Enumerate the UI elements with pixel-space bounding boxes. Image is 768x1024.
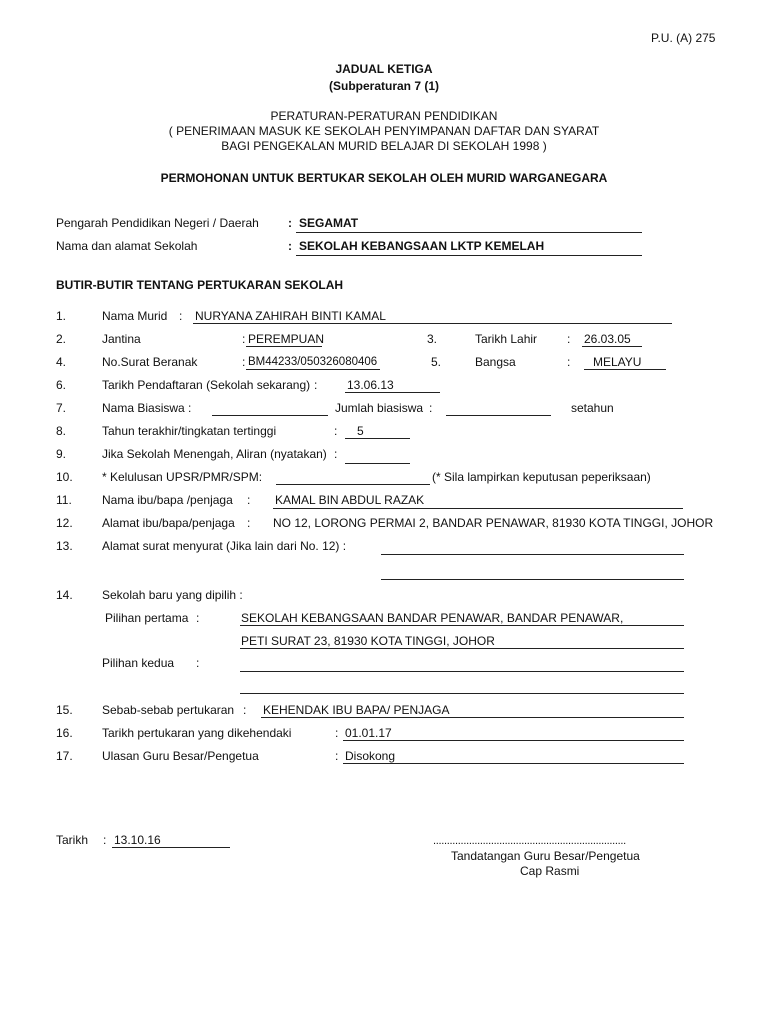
item-number: 7. xyxy=(56,401,67,415)
nama-murid-value: NURYANA ZAHIRAH BINTI KAMAL xyxy=(195,309,386,323)
tarikh-daftar-underline xyxy=(345,392,440,393)
sebab-underline xyxy=(261,717,684,718)
surat-beranak-value: BM44233/050326080406 xyxy=(248,356,378,368)
tarikh-underline xyxy=(112,847,230,848)
surat-menyurat-field-2[interactable] xyxy=(381,579,684,580)
colon: : xyxy=(288,216,292,230)
alamat-value: NO 12, LORONG PERMAI 2, BANDAR PENAWAR, 81930 KOTA TINGGI, JOHOR xyxy=(273,516,714,530)
item-number: 9. xyxy=(56,447,67,461)
bangsa-label: Bangsa xyxy=(475,355,516,369)
signature-dots: ...................................................................... xyxy=(433,835,626,847)
sekolah-underline xyxy=(296,255,642,256)
aliran-field[interactable] xyxy=(345,463,410,464)
surat-menyurat-field-1[interactable] xyxy=(381,554,684,555)
regulation-line-3: BAGI PENGEKALAN MURID BELAJAR DI SEKOLAH 1998 ) xyxy=(221,139,547,153)
page-reference: P.U. (A) 275 xyxy=(651,31,716,45)
item-number: 1. xyxy=(56,309,67,323)
nama-murid-underline xyxy=(193,323,672,324)
item-number: 12. xyxy=(56,516,73,530)
tarikh-tukar-value: 01.01.17 xyxy=(345,726,392,740)
item-number: 16. xyxy=(56,726,73,740)
pilihan-kedua-field-2[interactable] xyxy=(240,693,684,694)
kelulusan-field[interactable] xyxy=(276,484,430,485)
bangsa-underline xyxy=(584,369,666,370)
item-number: 3. xyxy=(427,332,438,346)
ibubapa-label: Nama ibu/bapa /penjaga xyxy=(102,493,233,507)
item-number: 11. xyxy=(56,493,72,507)
tarikh-label: Tarikh xyxy=(56,833,89,847)
alamat-label: Alamat ibu/bapa/penjaga xyxy=(102,516,235,530)
tarikh-daftar-value: 13.06.13 xyxy=(347,378,394,392)
tahun-value: 5 xyxy=(357,424,364,438)
item-number: 17. xyxy=(56,749,73,763)
ulasan-underline xyxy=(343,763,684,764)
pilihan-kedua-field-1[interactable] xyxy=(240,671,684,672)
colon: : xyxy=(288,239,292,253)
ulasan-value: Disokong xyxy=(345,749,396,763)
item-number: 15. xyxy=(56,703,73,717)
signature-label: Tandatangan Guru Besar/Pengetua xyxy=(451,849,640,863)
setahun-label: setahun xyxy=(571,401,614,415)
nama-biasiswa-label: Nama Biasiswa xyxy=(102,401,185,415)
schedule-title: JADUAL KETIGA xyxy=(335,62,433,76)
surat-beranak-label: No.Surat Beranak xyxy=(102,355,198,369)
tarikh-daftar-label: Tarikh Pendaftaran (Sekolah sekarang) xyxy=(102,378,311,392)
sekolah-label: Nama dan alamat Sekolah xyxy=(56,239,198,253)
jumlah-biasiswa-field[interactable] xyxy=(446,415,551,416)
pengarah-label: Pengarah Pendidikan Negeri / Daerah xyxy=(56,216,259,230)
pilihan-pertama-label: Pilihan pertama xyxy=(105,611,189,625)
tarikh-lahir-value: 26.03.05 xyxy=(584,332,631,346)
sekolah-value: SEKOLAH KEBANGSAAN LKTP KEMELAH xyxy=(299,239,545,253)
sekolah-baru-label: Sekolah baru yang dipilih : xyxy=(102,588,243,602)
item-number: 13. xyxy=(56,539,73,553)
pilihan-pertama-underline-1 xyxy=(240,625,684,626)
jumlah-biasiswa-label: Jumlah biasiswa xyxy=(335,401,424,415)
tarikh-lahir-label: Tarikh Lahir xyxy=(475,332,538,346)
item-number: 4. xyxy=(56,355,67,369)
surat-menyurat-label: Alamat surat menyurat (Jika lain dari No. 12) : xyxy=(102,539,347,553)
item-number: 10. xyxy=(56,470,73,484)
regulation-line-2: ( PENERIMAAN MASUK KE SEKOLAH PENYIMPANAN DAFTAR DAN SYARAT xyxy=(168,124,600,138)
pengarah-underline xyxy=(296,232,642,233)
pilihan-pertama-underline-2 xyxy=(240,648,684,649)
pilihan-pertama-line-2: PETI SURAT 23, 81930 KOTA TINGGI, JOHOR xyxy=(241,634,495,648)
subregulation: (Subperaturan 7 (1) xyxy=(328,79,439,93)
surat-beranak-underline xyxy=(246,369,380,370)
pengarah-value: SEGAMAT xyxy=(299,216,359,230)
item-number: 5. xyxy=(431,355,442,369)
kelulusan-note: (* Sila lampirkan keputusan peperiksaan) xyxy=(432,470,651,484)
bangsa-value: MELAYU xyxy=(593,355,642,369)
item-number: 6. xyxy=(56,378,67,392)
kelulusan-label: * Kelulusan UPSR/PMR/SPM: xyxy=(102,470,263,484)
aliran-label: Jika Sekolah Menengah, Aliran (nyatakan) xyxy=(102,447,327,461)
sebab-value: KEHENDAK IBU BAPA/ PENJAGA xyxy=(263,703,450,717)
tarikh-tukar-underline xyxy=(343,740,684,741)
tahun-label: Tahun terakhir/tingkatan tertinggi xyxy=(102,424,277,438)
tarikh-lahir-underline xyxy=(582,346,642,347)
item-number: 14. xyxy=(56,588,73,602)
tarikh-tukar-label: Tarikh pertukaran yang dikehendaki xyxy=(102,726,292,740)
regulation-title: PERATURAN-PERATURAN PENDIDIKAN xyxy=(270,109,498,123)
item-number: 2. xyxy=(56,332,67,346)
ibubapa-underline xyxy=(273,508,683,509)
jantina-value: PEREMPUAN xyxy=(248,332,325,346)
section-title: BUTIR-BUTIR TENTANG PERTUKARAN SEKOLAH xyxy=(56,278,344,292)
ibubapa-value: KAMAL BIN ABDUL RAZAK xyxy=(275,493,425,507)
item-number: 8. xyxy=(56,424,67,438)
official-stamp-label: Cap Rasmi xyxy=(520,864,580,878)
ulasan-label: Ulasan Guru Besar/Pengetua xyxy=(102,749,259,763)
sebab-label: Sebab-sebab pertukaran xyxy=(102,703,235,717)
form-title: PERMOHONAN UNTUK BERTUKAR SEKOLAH OLEH MURID WARGANEGARA xyxy=(160,171,608,185)
pilihan-pertama-line-1: SEKOLAH KEBANGSAAN BANDAR PENAWAR, BANDAR PENAWAR, xyxy=(241,611,624,625)
nama-biasiswa-field[interactable] xyxy=(212,415,328,416)
jantina-label: Jantina xyxy=(102,332,141,346)
nama-murid-label: Nama Murid xyxy=(102,309,168,323)
tahun-underline xyxy=(345,438,410,439)
pilihan-kedua-label: Pilihan kedua xyxy=(102,656,175,670)
jantina-underline xyxy=(246,346,322,347)
tarikh-value: 13.10.16 xyxy=(114,833,161,847)
